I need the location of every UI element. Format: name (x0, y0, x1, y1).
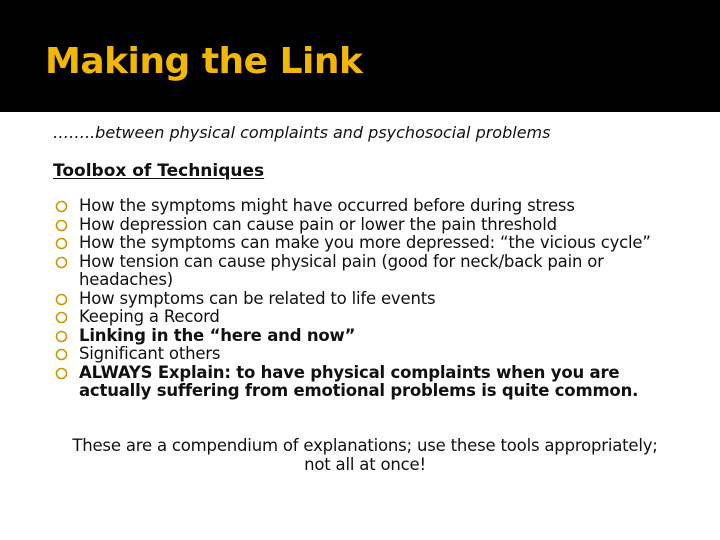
bullet-text: Significant others (79, 344, 221, 363)
bullet-text: ALWAYS Explain: to have physical complaints when you are actually suffering from emotional problems is quite common. (79, 362, 639, 400)
bullet-text: How the symptoms might have occurred before during stress (79, 196, 575, 215)
title-banner (0, 0, 720, 112)
hollow-circle-icon (55, 200, 68, 213)
bullet-list (55, 197, 695, 401)
hollow-circle-icon (55, 293, 68, 306)
bullet-item (55, 253, 695, 290)
hollow-circle-icon (55, 219, 68, 232)
hollow-circle-icon (55, 311, 68, 324)
bullet-text: How tension can cause physical pain (good for neck/back pain or headaches) (79, 251, 604, 289)
bullet-item (55, 364, 695, 401)
closing-note: These are a compendium of explanations; use these tools appropriately; not all at once! (72, 436, 658, 474)
slide-title: Making the Link (45, 41, 363, 82)
bullet-text: Linking in the “here and now” (79, 325, 356, 345)
hollow-circle-icon (55, 256, 68, 269)
bullet-text: How the symptoms can make you more depressed: “the vicious cycle” (79, 233, 651, 252)
bullet-item (55, 234, 695, 253)
slide-subtitle: ……..between physical complaints and psychosocial problems (53, 123, 551, 142)
bullet-text: How depression can cause pain or lower the pain threshold (79, 214, 557, 234)
bullet-item (55, 216, 695, 235)
hollow-circle-icon (55, 367, 68, 380)
section-heading: Toolbox of Techniques (53, 161, 265, 181)
bullet-text: How symptoms can be related to life events (79, 288, 436, 308)
hollow-circle-icon (55, 237, 68, 250)
bullet-item (55, 308, 695, 327)
bullet-item (55, 327, 695, 346)
hollow-circle-icon (55, 348, 68, 361)
bullet-item (55, 345, 695, 364)
bullet-item (55, 197, 695, 216)
hollow-circle-icon (55, 330, 68, 343)
bullet-text: Keeping a Record (79, 307, 220, 326)
bullet-item (55, 290, 695, 309)
